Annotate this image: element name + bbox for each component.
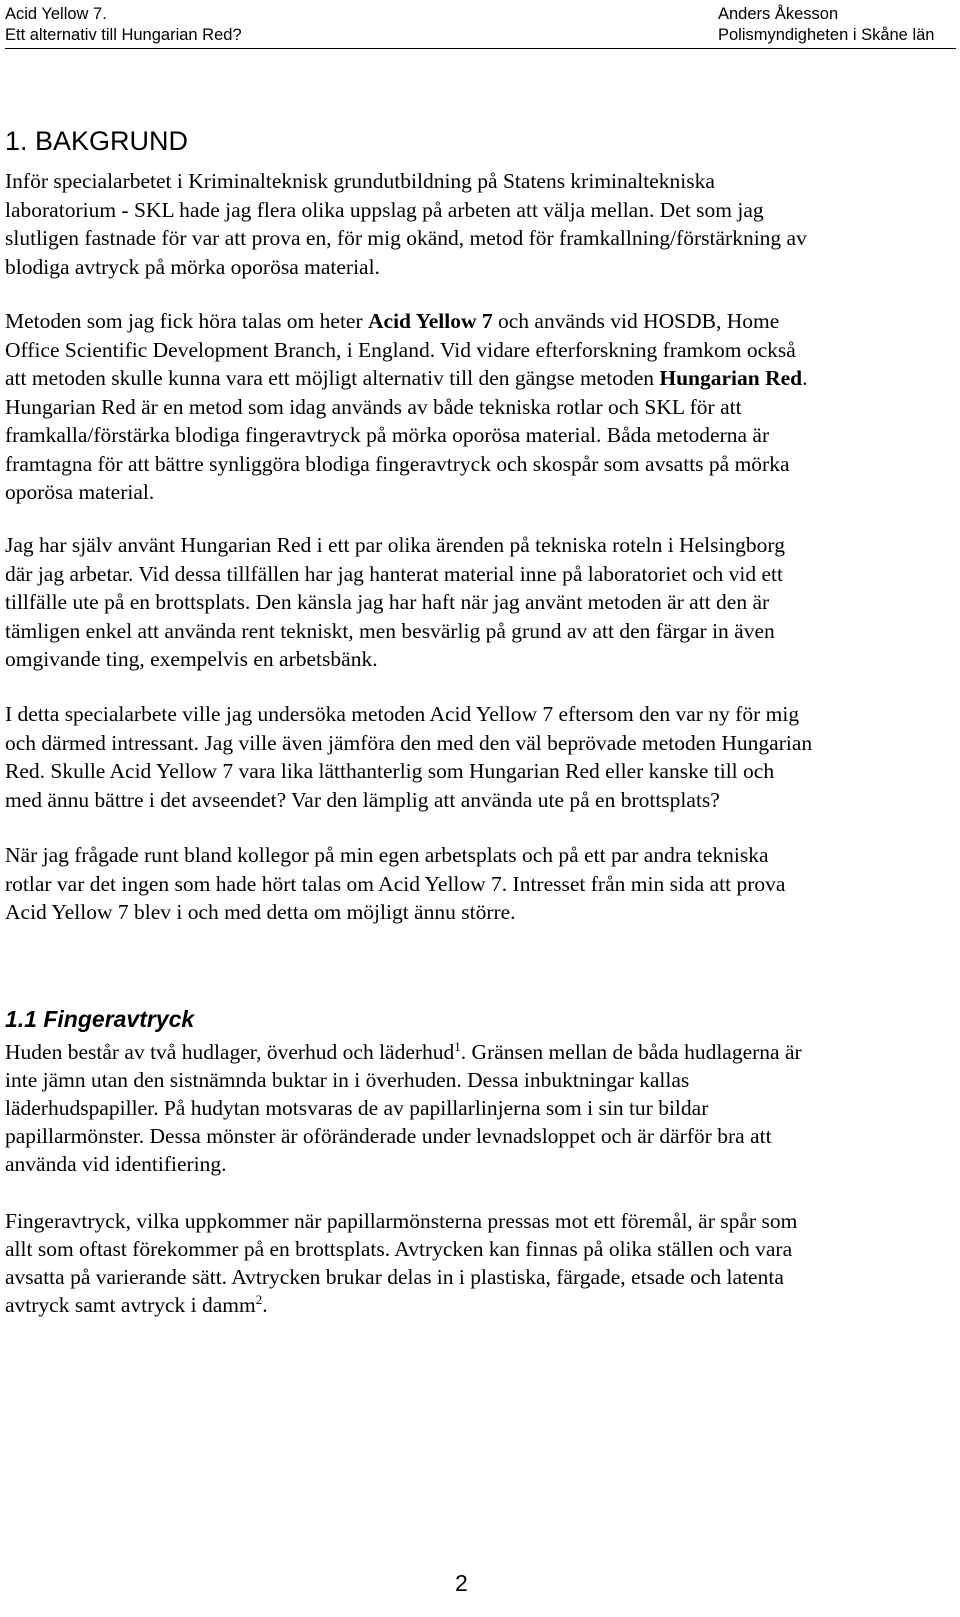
text-line: oporösa material. bbox=[5, 480, 155, 504]
text-line: tämligen enkel att använda rent tekniskt, men besvärlig på grund av att den färgar in även bbox=[5, 618, 775, 643]
text-run: . Gränsen mellan de båda hudlagerna är bbox=[460, 1040, 802, 1064]
header-author-name: Anders Åkesson bbox=[718, 5, 839, 23]
header-divider bbox=[5, 48, 956, 49]
text-line bbox=[5, 307, 955, 336]
text-run: avtryck samt avtryck i damm bbox=[5, 1293, 256, 1317]
text-line bbox=[5, 364, 955, 393]
text-line bbox=[5, 1038, 955, 1066]
text-line: rotlar var det ingen som hade hört talas om Acid Yellow 7. Intresset från min sida att prova bbox=[5, 871, 786, 896]
text-line: Red. Skulle Acid Yellow 7 vara lika lätthanterlig som Hungarian Red eller kanske till och bbox=[5, 759, 775, 783]
text-line: framtagna för att bättre synliggöra blodiga fingeravtryck och skospår som avsatts på mörka bbox=[5, 451, 790, 476]
header-document-title bbox=[5, 4, 242, 46]
text-line: använda vid identifiering. bbox=[5, 1152, 227, 1176]
text-line: blodiga avtryck på mörka oporösa material. bbox=[5, 254, 380, 279]
text-line: I detta specialarbete ville jag undersöka metoden Acid Yellow 7 eftersom den var ny för mig bbox=[5, 702, 800, 726]
text-line: omgivande ting, exempelvis en arbetsbänk. bbox=[5, 647, 378, 671]
header-author-info bbox=[718, 4, 934, 46]
bold-term-acid-yellow: Acid Yellow 7 bbox=[368, 309, 493, 333]
text-line: Fingeravtryck, vilka uppkommer när papillarmönsterna pressas mot ett föremål, är spår som bbox=[5, 1209, 798, 1233]
text-run: . bbox=[262, 1293, 268, 1317]
text-line: där jag arbetar. Vid dessa tillfällen har jag hanterat material inne på laboratoriet och vid ett bbox=[5, 561, 783, 586]
page-header bbox=[5, 4, 956, 46]
text-line bbox=[5, 1291, 955, 1319]
text-line: papillarmönster. Dessa mönster är oföränderade under levnadsloppet och är därför bra att bbox=[5, 1124, 772, 1148]
text-line: tillfälle ute på en brottsplats. Den känsla jag har haft när jag använt metoden är att den är bbox=[5, 590, 770, 614]
section-heading-bakgrund: 1. BAKGRUND bbox=[5, 126, 189, 156]
text-line: avsatta på varierande sätt. Avtrycken brukar delas in i plastiska, färgade, etsade och latenta bbox=[5, 1265, 784, 1289]
text-line: laboratorium - SKL hade jag flera olika uppslag på arbeten att välja mellan. Det som jag bbox=[5, 197, 764, 222]
text-run: . bbox=[802, 366, 808, 390]
text-line: läderhudspapiller. På hudytan motsvaras de av papillarlinjerna som i sin tur bildar bbox=[5, 1096, 709, 1120]
text-line: Office Scientific Development Branch, i England. Vid vidare efterforskning framkom också bbox=[5, 337, 796, 362]
text-line: och därmed intressant. Jag ville även jämföra den med den väl beprövade metoden Hungarian bbox=[5, 730, 813, 755]
text-line: Acid Yellow 7 blev i och med detta om möjligt ännu större. bbox=[5, 900, 516, 924]
text-run: Huden består av två hudlager, överhud och läderhud bbox=[5, 1040, 455, 1064]
text-line: med ännu bättre i det avseendet? Var den lämplig att använda ute på en brottsplats? bbox=[5, 787, 720, 812]
bold-term-hungarian-red: Hungarian Red bbox=[659, 366, 803, 390]
text-line: inte jämn utan den sistnämnda buktar in i överhuden. Dessa inbuktningar kallas bbox=[5, 1068, 690, 1092]
text-line: framkalla/förstärka blodiga fingeravtryck på mörka oporösa material. Båda metoderna är bbox=[5, 423, 770, 447]
paragraph-experience bbox=[5, 531, 955, 674]
paragraph-purpose bbox=[5, 700, 955, 814]
header-subtitle-line: Ett alternativ till Hungarian Red? bbox=[5, 26, 242, 44]
header-title-line: Acid Yellow 7. bbox=[5, 5, 107, 23]
page-number: 2 bbox=[455, 1570, 468, 1596]
text-line: När jag frågade runt bland kollegor på min egen arbetsplats och på ett par andra tekniska bbox=[5, 843, 769, 867]
paragraph-method bbox=[5, 307, 955, 507]
paragraph-skin bbox=[5, 1038, 955, 1178]
paragraph-intro bbox=[5, 167, 955, 281]
paragraph-colleagues bbox=[5, 841, 955, 927]
text-run: och används vid HOSDB, Home bbox=[492, 309, 780, 333]
text-line: slutligen fastnade för var att prova en, för mig okänd, metod för framkallning/förstärkning av bbox=[5, 226, 807, 250]
footnote-ref-2: 2 bbox=[255, 1291, 263, 1307]
text-line: Hungarian Red är en metod som idag används av både tekniska rotlar och SKL för att bbox=[5, 394, 742, 419]
section-heading-fingeravtryck: 1.1 Fingeravtryck bbox=[5, 1006, 195, 1032]
text-line: Inför specialarbetet i Kriminalteknisk grundutbildning på Statens kriminaltekniska bbox=[5, 169, 715, 193]
text-line: allt som oftast förekommer på en brottsplats. Avtrycken kan finnas på olika ställen och vara bbox=[5, 1237, 793, 1261]
text-run: Metoden som jag fick höra talas om heter bbox=[5, 309, 369, 333]
paragraph-fingerprints bbox=[5, 1207, 955, 1319]
footnote-ref-1: 1 bbox=[454, 1038, 461, 1054]
text-line: Jag har själv använt Hungarian Red i ett par olika ärenden på tekniska roteln i Helsingborg bbox=[5, 533, 785, 557]
header-organization: Polismyndigheten i Skåne län bbox=[718, 26, 935, 44]
text-run: att metoden skulle kunna vara ett möjligt alternativ till den gängse metoden bbox=[5, 366, 660, 390]
